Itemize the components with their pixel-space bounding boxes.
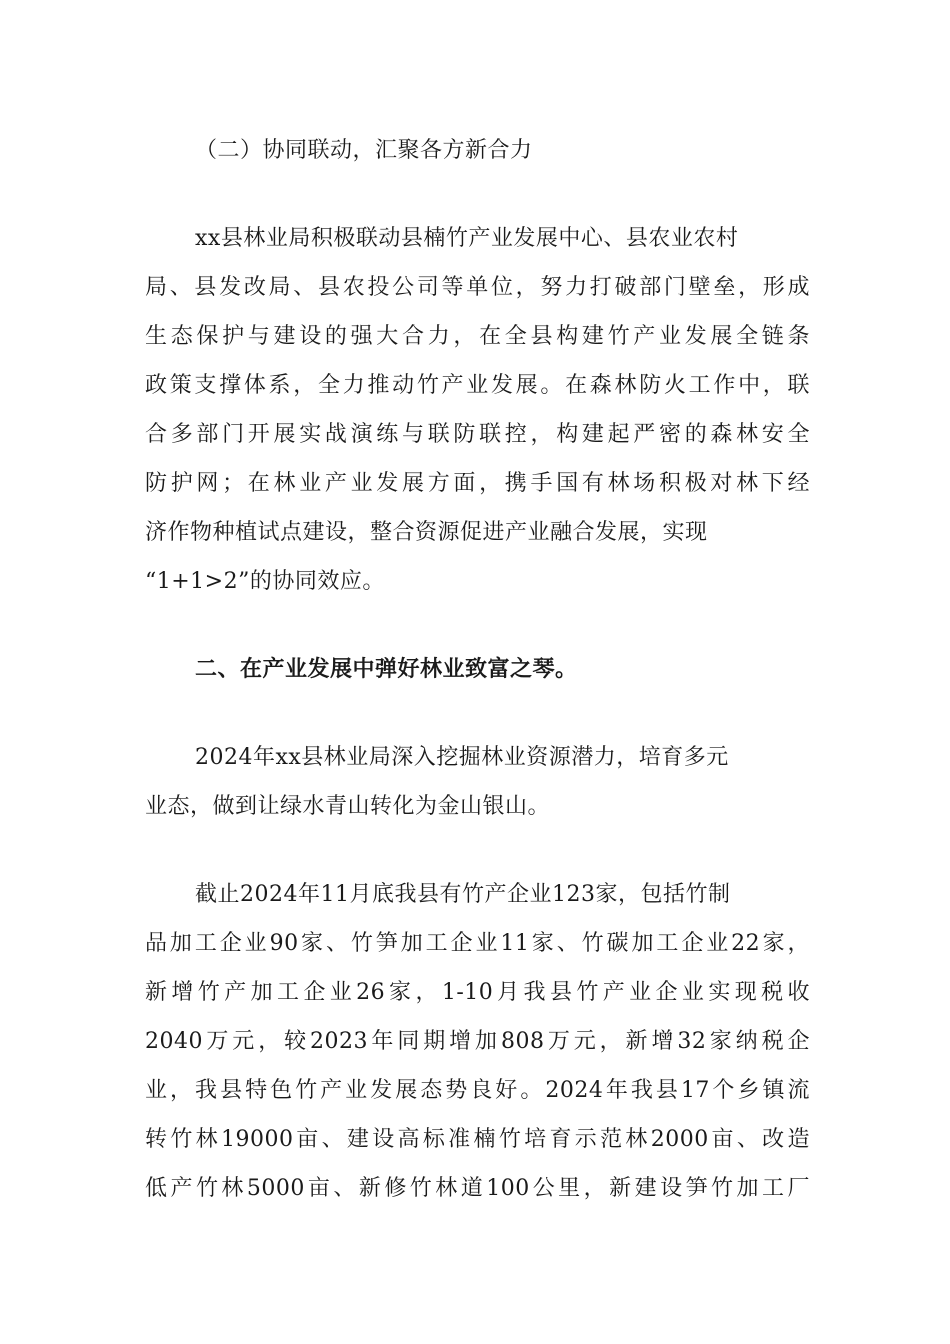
paragraph-line: 防护网；在林业产业发展方面，携手国有林场积极对林下经 [145, 471, 810, 496]
paragraph-line: 生态保护与建设的强大合力，在全县构建竹产业发展全链条 [145, 324, 810, 349]
paragraph-line: 转竹林19000亩、建设高标准楠竹培育示范林2000亩、改造 [145, 1127, 810, 1152]
paragraph-line: 政策支撑体系，全力推动竹产业发展。在森林防火工作中，联 [145, 373, 810, 398]
paragraph-line: 2024年xx县林业局深入挖掘林业资源潜力，培育多元 [195, 745, 729, 770]
paragraph-line: 低产竹林5000亩、新修竹林道100公里，新建设笋竹加工厂 [145, 1176, 810, 1201]
paragraph-line: 品加工企业90家、竹笋加工企业11家、竹碳加工企业22家， [145, 931, 810, 956]
paragraph-line: 济作物种植试点建设，整合资源促进产业融合发展，实现 [145, 520, 708, 545]
section-subheading: （二）协同联动，汇聚各方新合力 [195, 138, 533, 163]
paragraph-line: 2040万元，较2023年同期增加808万元，新增32家纳税企 [145, 1029, 810, 1054]
paragraph-line: 业态，做到让绿水青山转化为金山银山。 [145, 794, 551, 819]
paragraph-line: 合多部门开展实战演练与联防联控，构建起严密的森林安全 [145, 422, 810, 447]
paragraph-line: 新增竹产加工企业26家，1-10月我县竹产业企业实现税收 [145, 980, 810, 1005]
section-heading: 二、在产业发展中弹好林业致富之琴。 [195, 657, 578, 682]
paragraph-line: xx县林业局积极联动县楠竹产业发展中心、县农业农村 [195, 226, 739, 251]
paragraph-line: 截止2024年11月底我县有竹产企业123家，包括竹制 [195, 882, 731, 907]
paragraph-line: 局、县发改局、县农投公司等单位，努力打破部门壁垒，形成 [145, 275, 810, 300]
paragraph-line: “1+1>2”的协同效应。 [145, 569, 385, 594]
paragraph-line: 业，我县特色竹产业发展态势良好。2024年我县17个乡镇流 [145, 1078, 810, 1103]
